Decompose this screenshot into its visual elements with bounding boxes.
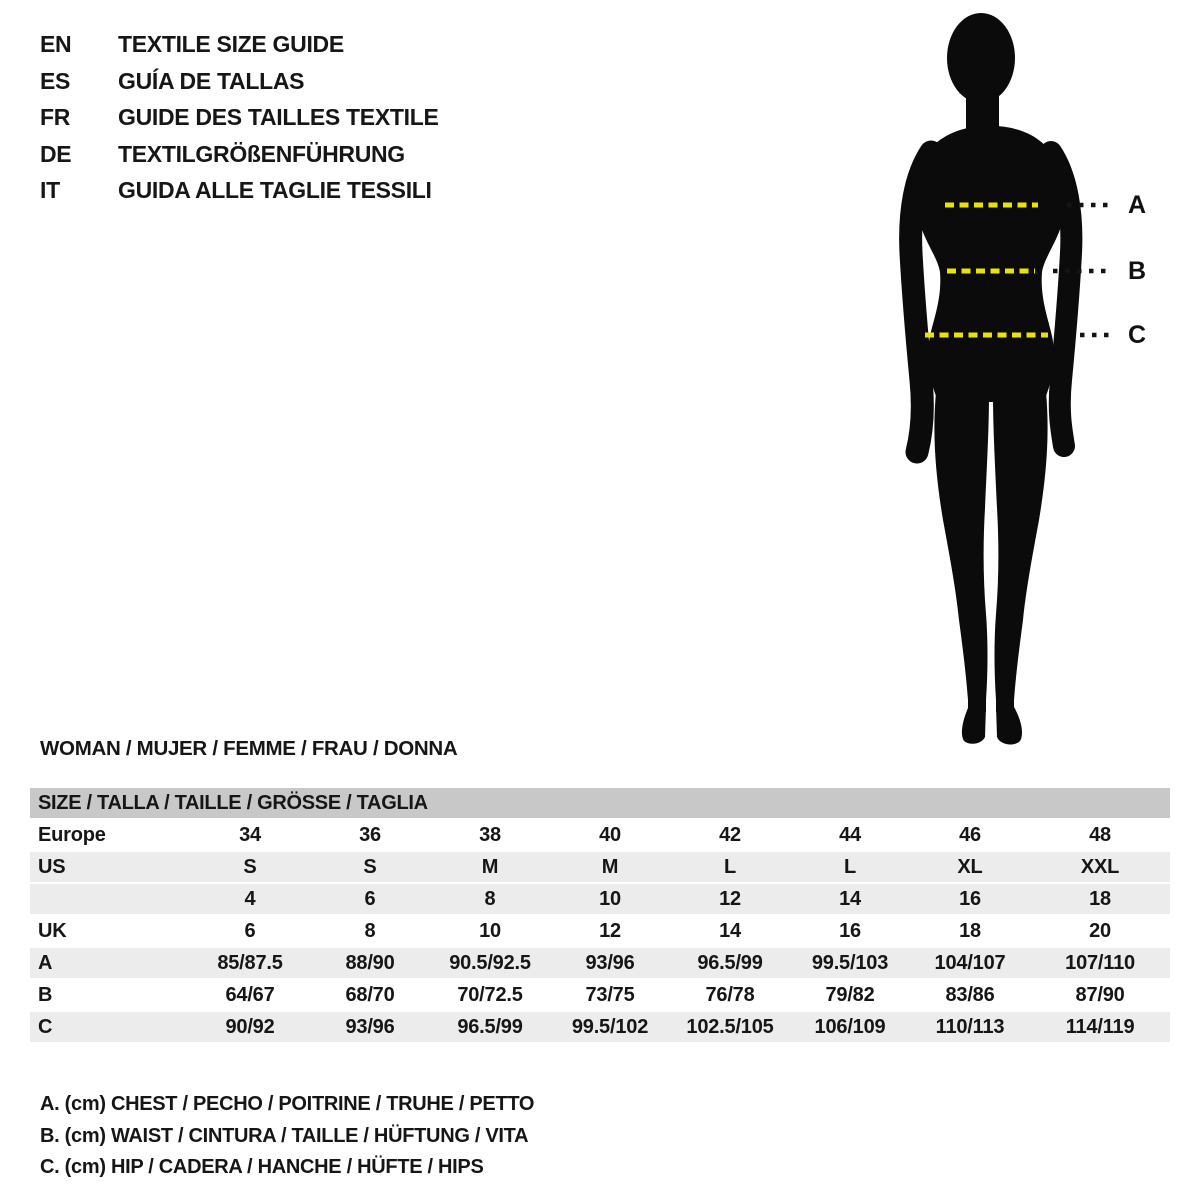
table-cell: 88/90 (310, 948, 430, 978)
table-cell: 10 (479, 919, 501, 942)
table-row-uk (30, 916, 1170, 946)
table-cell: 85/87.5 (190, 948, 310, 978)
table-row-chest (30, 948, 1170, 978)
table-cell: S (190, 852, 310, 882)
row-label: A (30, 948, 190, 978)
marker-label-a: A (1128, 191, 1147, 219)
table-cell: 8 (364, 919, 376, 942)
table-cell: 87/90 (1075, 983, 1125, 1006)
lang-title: GUÍA DE TALLAS (118, 67, 305, 94)
table-cell: 106/109 (790, 1012, 910, 1042)
lang-code: ES (40, 67, 71, 94)
woman-silhouette-figure (895, 8, 1200, 748)
language-list (40, 26, 439, 209)
table-cell: L (670, 852, 790, 882)
marker-label-c: C (1128, 321, 1147, 349)
lang-code: DE (40, 140, 72, 167)
table-cell: 6 (310, 884, 430, 914)
table-cell: L (790, 852, 910, 882)
measurement-legend (40, 1089, 534, 1184)
lang-title: TEXTILGRÖßENFÜHRUNG (118, 140, 405, 167)
legend-line-hip: C. (cm) HIP / CADERA / HANCHE / HÜFTE / HIPS (40, 1156, 484, 1179)
table-cell: 16 (839, 919, 861, 942)
table-cell: 114/119 (1030, 1012, 1170, 1042)
table-row-waist (30, 980, 1170, 1010)
table-cell: 110/113 (910, 1012, 1030, 1042)
table-cell: 6 (244, 919, 256, 942)
table-cell: 93/96 (550, 948, 670, 978)
table-cell: 18 (1030, 884, 1170, 914)
table-cell: 90/92 (190, 1012, 310, 1042)
table-cell: 96.5/99 (670, 948, 790, 978)
table-row-us (30, 852, 1170, 882)
lang-title: TEXTILE SIZE GUIDE (118, 31, 344, 57)
lang-code: FR (40, 104, 71, 130)
table-cell: 48 (1089, 823, 1111, 846)
table-cell: 44 (839, 823, 861, 846)
table-cell: 40 (599, 823, 621, 846)
row-label (30, 884, 190, 914)
section-title: WOMAN / MUJER / FEMME / FRAU / DONNA (40, 737, 458, 760)
table-cell: 83/86 (945, 983, 995, 1006)
table-row-europe (30, 820, 1170, 850)
table-cell: 14 (790, 884, 910, 914)
table-row-us-numeric (30, 884, 1170, 914)
table-cell: XL (910, 852, 1030, 882)
row-label: Europe (38, 823, 106, 846)
table-cell: 76/78 (705, 983, 755, 1006)
table-cell: 68/70 (345, 983, 395, 1006)
table-cell: 12 (670, 884, 790, 914)
lang-title: GUIDA ALLE TAGLIE TESSILI (118, 177, 432, 203)
row-label: US (30, 852, 190, 882)
table-cell: 4 (190, 884, 310, 914)
table-cell: 18 (959, 919, 981, 942)
table-cell: 10 (550, 884, 670, 914)
row-label: C (30, 1012, 190, 1042)
table-cell: 12 (599, 919, 621, 942)
lang-code: IT (40, 177, 60, 203)
table-cell: 102.5/105 (670, 1012, 790, 1042)
table-cell: 73/75 (585, 983, 635, 1006)
lang-code: EN (40, 31, 72, 57)
row-label: B (38, 983, 53, 1006)
size-table (30, 786, 1170, 1044)
table-cell: 16 (910, 884, 1030, 914)
table-cell: M (430, 852, 550, 882)
row-label: UK (38, 919, 67, 942)
table-cell: S (310, 852, 430, 882)
table-header-row (30, 788, 1170, 818)
table-cell: 46 (959, 823, 981, 846)
lang-title: GUIDE DES TAILLES TEXTILE (118, 104, 439, 130)
table-cell: 99.5/102 (550, 1012, 670, 1042)
legend-line-chest: A. (cm) CHEST / PECHO / POITRINE / TRUHE / PETTO (40, 1093, 535, 1115)
table-cell: 64/67 (225, 983, 275, 1006)
table-cell: 79/82 (825, 983, 875, 1006)
table-cell: 38 (479, 823, 501, 846)
table-cell: XXL (1030, 852, 1170, 882)
table-cell: 96.5/99 (430, 1012, 550, 1042)
table-cell: 93/96 (310, 1012, 430, 1042)
table-cell: 42 (719, 823, 741, 846)
legend-line-waist: B. (cm) WAIST / CINTURA / TAILLE / HÜFTUNG / VITA (40, 1124, 529, 1147)
table-cell: M (550, 852, 670, 882)
table-cell: 90.5/92.5 (430, 948, 550, 978)
marker-label-b: B (1128, 257, 1147, 285)
table-cell: 107/110 (1030, 948, 1170, 978)
woman-silhouette (911, 13, 1072, 744)
table-header-label: SIZE / TALLA / TAILLE / GRÖSSE / TAGLIA (30, 788, 1170, 818)
table-cell: 14 (719, 919, 741, 942)
table-cell: 34 (239, 823, 261, 846)
table-cell: 104/107 (910, 948, 1030, 978)
table-cell: 20 (1089, 919, 1111, 942)
table-cell: 8 (430, 884, 550, 914)
table-cell: 36 (359, 823, 381, 846)
table-cell: 99.5/103 (790, 948, 910, 978)
table-cell: 70/72.5 (457, 983, 523, 1006)
table-row-hip (30, 1012, 1170, 1042)
